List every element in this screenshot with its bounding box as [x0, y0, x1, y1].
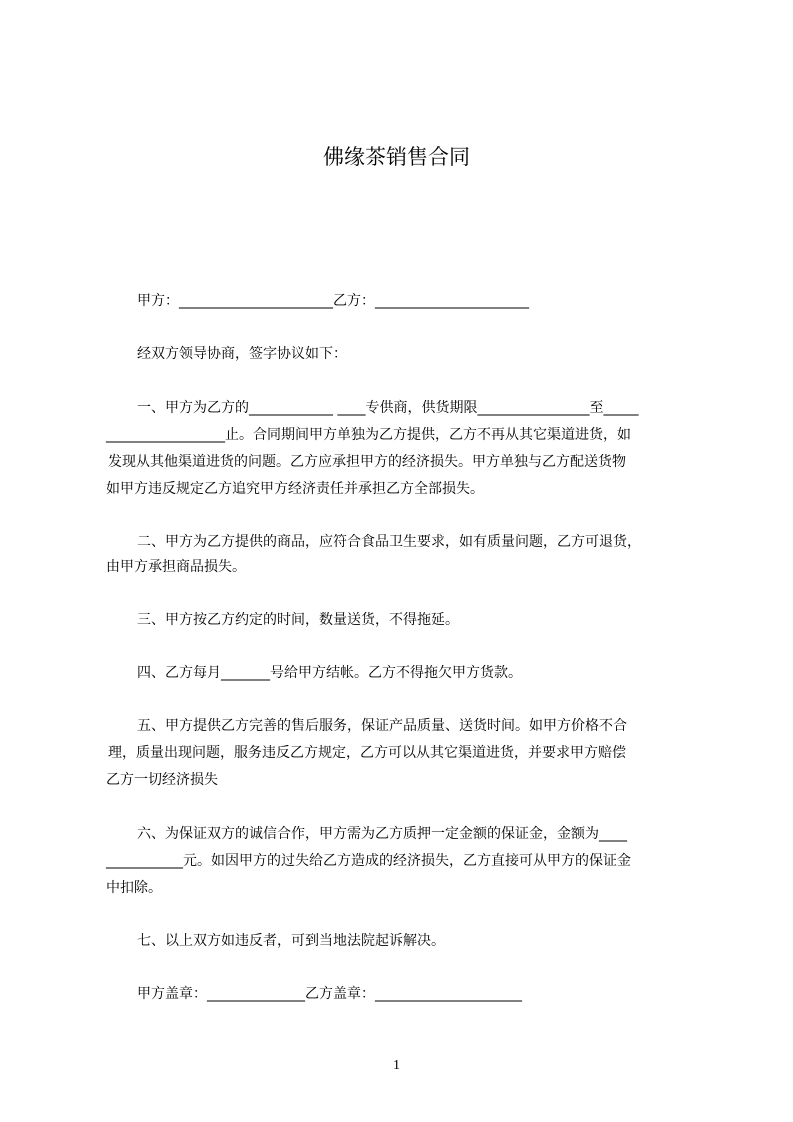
clause-2-line: 由甲方承担商品损失。 — [106, 559, 246, 575]
page-title: 佛缘茶销售合同 — [323, 145, 470, 169]
clause-6-line: 六、为保证双方的诚信合作，甲方需为乙方质押一定金额的保证金，金额为____ — [137, 826, 627, 842]
clause-5-line: 理，质量出现问题，服务违反乙方规定，乙方可以从其它渠道进货，并要求甲方赔偿 — [108, 745, 626, 761]
intro-text: 经双方领导协商，签字协议如下： — [137, 346, 347, 362]
clause-5-line: 乙方一切经济损失 — [106, 772, 218, 788]
clause-1-line: 如甲方违反规定乙方追究甲方经济责任并承担乙方全部损失。 — [106, 481, 484, 497]
clause-6-line: ___________元。如因甲方的过失给乙方造成的经济损失，乙方直接可从甲方的保证金 — [106, 853, 631, 869]
clause-2-line: 二、甲方为乙方提供的商品，应符合食品卫生要求，如有质量问题，乙方可退货， — [137, 534, 641, 550]
clause-7-line: 七、以上双方如违反者，可到当地法院起诉解决。 — [137, 933, 445, 949]
signature-line: 甲方盖章：______________乙方盖章：_____________________ — [137, 986, 522, 1002]
clause-1-line: 发现从其他渠道进货的问题。乙方应承担甲方的经济损失。甲方单独与乙方配送货物 — [108, 454, 626, 470]
page-number: 1 — [393, 1058, 400, 1073]
clause-5-line: 五、甲方提供乙方完善的售后服务，保证产品质量、送货时间。如甲方价格不合 — [137, 718, 627, 734]
clause-1-line: 一、甲方为乙方的____________ ____专供商，供货期限________________至_____ — [137, 400, 639, 416]
parties-line: 甲方：______________________乙方：______________________ — [137, 293, 529, 309]
clause-6-line: 中扣除。 — [106, 880, 162, 896]
clause-4-line: 四、乙方每月_______号给甲方结帐。乙方不得拖欠甲方货款。 — [137, 665, 522, 681]
clause-3-line: 三、甲方按乙方约定的时间，数量送货，不得拖延。 — [137, 612, 459, 628]
clause-1-line: _________________止。合同期间甲方单独为乙方提供，乙方不再从其它渠道进货，如 — [106, 427, 631, 443]
